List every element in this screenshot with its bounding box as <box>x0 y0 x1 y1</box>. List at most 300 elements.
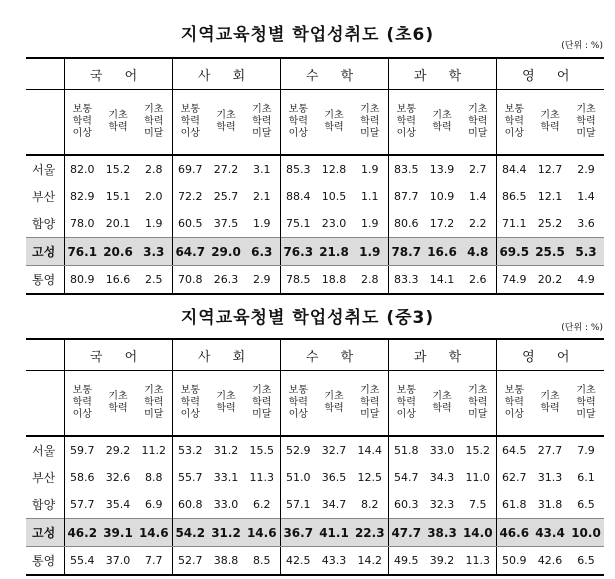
level-header-line: 미달 <box>576 409 596 420</box>
value-cell: 12.5 <box>357 471 382 484</box>
level-header-line: 기초 <box>576 385 596 396</box>
level-header-line: 미달 <box>252 409 272 420</box>
value-cell: 3.6 <box>577 217 595 230</box>
value-cell: 60.3 <box>388 491 424 519</box>
value-cell: 78.5 <box>280 266 316 295</box>
value-cell: 23.0 <box>321 217 347 230</box>
level-header-line: 기초 <box>576 104 596 115</box>
level-header <box>136 90 172 156</box>
level-header-line: 학력 <box>216 403 236 414</box>
table-row <box>26 266 604 295</box>
value-cell: 11.3 <box>460 547 496 576</box>
value-cell: 20.6 <box>100 238 136 266</box>
value-cell: 17.2 <box>429 217 455 230</box>
level-header-line: 기초 <box>144 385 164 396</box>
value-cell: 29.0 <box>208 238 244 266</box>
value-cell: 20.2 <box>532 266 568 295</box>
level-header-line: 학력 <box>468 397 488 408</box>
table-row <box>26 436 604 464</box>
level-header-line: 학력 <box>108 403 128 414</box>
level-header-line: 기초 <box>540 110 560 121</box>
level-header <box>64 90 100 156</box>
level-header-line: 이상 <box>180 128 200 139</box>
value-cell: 31.3 <box>537 471 563 484</box>
value-cell: 7.7 <box>136 547 172 576</box>
level-header-line: 기초 <box>540 391 560 402</box>
level-header <box>244 371 280 437</box>
table-row <box>26 155 604 183</box>
level-header-line: 기초 <box>432 391 452 402</box>
value-cell: 60.5 <box>172 210 208 238</box>
subject-header: 수 학 <box>280 339 388 371</box>
level-header <box>532 90 568 156</box>
table-title-elementary: 지역교육청별 학업성취도 (초6) <box>180 25 435 45</box>
level-header-line: 학력 <box>324 403 344 414</box>
value-cell: 22.3 <box>352 519 388 547</box>
value-cell: 35.4 <box>105 498 131 511</box>
value-cell: 14.6 <box>136 519 172 547</box>
level-header-line: 학력 <box>144 397 164 408</box>
value-cell: 43.4 <box>532 519 568 547</box>
value-cell: 3.1 <box>253 163 271 176</box>
level-header-line: 미달 <box>468 128 488 139</box>
level-header <box>208 371 244 437</box>
corner-cell <box>26 90 64 156</box>
value-cell: 32.7 <box>321 444 347 457</box>
achievement-table-elementary <box>26 57 604 295</box>
region-label: 고성 <box>26 238 64 266</box>
value-cell: 69.7 <box>172 155 208 183</box>
value-cell: 1.9 <box>145 217 163 230</box>
unit-label-middle: (단위 : %) <box>561 323 603 333</box>
value-cell: 5.3 <box>568 238 604 266</box>
corner-cell <box>26 58 64 90</box>
value-cell: 64.7 <box>172 238 208 266</box>
level-header-line: 학력 <box>540 122 560 133</box>
value-cell: 46.2 <box>64 519 100 547</box>
level-header-line: 기초 <box>360 385 380 396</box>
value-cell: 2.1 <box>253 190 271 203</box>
level-header-line: 보통 <box>180 104 200 115</box>
value-cell: 39.2 <box>424 547 460 576</box>
region-label: 함양 <box>32 217 56 231</box>
level-header-line: 기초 <box>216 110 236 121</box>
value-cell: 36.5 <box>321 471 347 484</box>
value-cell: 15.5 <box>249 444 274 457</box>
value-cell: 6.9 <box>145 498 163 511</box>
value-cell: 11.2 <box>141 444 166 457</box>
level-header <box>424 371 460 437</box>
value-cell: 61.8 <box>496 491 532 519</box>
value-cell: 49.5 <box>388 547 424 576</box>
level-header-line: 기초 <box>432 110 452 121</box>
level-header <box>316 90 352 156</box>
level-header-line: 보통 <box>72 104 92 115</box>
value-cell: 38.8 <box>208 547 244 576</box>
unit-label-elementary: (단위 : %) <box>561 41 603 51</box>
value-cell: 2.2 <box>469 217 487 230</box>
subject-header: 과 학 <box>388 339 496 371</box>
level-header-line: 기초 <box>108 391 128 402</box>
table-row <box>26 183 604 210</box>
table-row <box>26 464 604 491</box>
value-cell: 2.6 <box>460 266 496 295</box>
value-cell: 25.2 <box>537 217 563 230</box>
level-header-line: 학력 <box>576 397 596 408</box>
value-cell: 38.3 <box>424 519 460 547</box>
value-cell: 2.5 <box>136 266 172 295</box>
value-cell: 10.5 <box>321 190 347 203</box>
value-cell: 3.3 <box>136 238 172 266</box>
value-cell: 2.8 <box>352 266 388 295</box>
value-cell: 14.4 <box>357 444 382 457</box>
value-cell: 2.9 <box>577 163 595 176</box>
level-header-line: 이상 <box>396 409 416 420</box>
value-cell: 33.1 <box>213 471 239 484</box>
level-header-line: 학력 <box>504 397 524 408</box>
value-cell: 1.9 <box>361 217 379 230</box>
level-header-line: 학력 <box>360 116 380 127</box>
level-header-line: 학력 <box>108 122 128 133</box>
value-cell: 86.5 <box>496 183 532 210</box>
value-cell: 84.4 <box>496 155 532 183</box>
value-cell: 55.7 <box>172 464 208 491</box>
value-cell: 6.2 <box>253 498 271 511</box>
value-cell: 52.7 <box>172 547 208 576</box>
value-cell: 62.7 <box>496 464 532 491</box>
value-cell: 32.6 <box>105 471 131 484</box>
level-header-line: 이상 <box>504 409 524 420</box>
value-cell: 78.0 <box>64 210 100 238</box>
value-cell: 31.2 <box>213 444 239 457</box>
level-header-line: 보통 <box>288 385 308 396</box>
level-header-line: 학력 <box>540 403 560 414</box>
value-cell: 4.9 <box>568 266 604 295</box>
level-header-line: 학력 <box>324 122 344 133</box>
level-header-line: 학력 <box>216 122 236 133</box>
level-header-line: 이상 <box>180 409 200 420</box>
level-header-line: 학력 <box>432 403 452 414</box>
value-cell: 83.5 <box>388 155 424 183</box>
value-cell: 34.3 <box>429 471 455 484</box>
level-header <box>208 90 244 156</box>
value-cell: 87.7 <box>388 183 424 210</box>
level-header <box>244 90 280 156</box>
level-header-line: 학력 <box>180 116 200 127</box>
level-header-line: 이상 <box>288 409 308 420</box>
level-header-line: 기초 <box>468 104 488 115</box>
value-cell: 42.5 <box>280 547 316 576</box>
value-cell: 72.2 <box>172 183 208 210</box>
value-cell: 21.8 <box>316 238 352 266</box>
value-cell: 80.6 <box>388 210 424 238</box>
region-label: 함양 <box>32 498 56 512</box>
table-row <box>26 238 604 266</box>
level-header-line: 보통 <box>504 104 524 115</box>
level-header-line: 기초 <box>468 385 488 396</box>
level-header <box>280 90 316 156</box>
value-cell: 1.1 <box>361 190 379 203</box>
value-cell: 74.9 <box>496 266 532 295</box>
value-cell: 46.6 <box>496 519 532 547</box>
level-header-line: 이상 <box>288 128 308 139</box>
value-cell: 1.9 <box>361 163 379 176</box>
value-cell: 11.3 <box>249 471 274 484</box>
region-label: 고성 <box>26 519 64 547</box>
region-label: 통영 <box>26 266 64 295</box>
subject-header: 사 회 <box>172 58 280 90</box>
region-label: 부산 <box>32 471 56 485</box>
value-cell: 54.2 <box>172 519 208 547</box>
value-cell: 76.3 <box>280 238 316 266</box>
level-header-line: 보통 <box>396 104 416 115</box>
level-header-line: 미달 <box>252 128 272 139</box>
value-cell: 16.6 <box>100 266 136 295</box>
value-cell: 25.5 <box>532 238 568 266</box>
value-cell: 8.5 <box>244 547 280 576</box>
level-header <box>460 90 496 156</box>
level-header <box>532 371 568 437</box>
level-header-line: 학력 <box>72 116 92 127</box>
subject-header: 국 어 <box>64 339 172 371</box>
level-header <box>352 90 388 156</box>
value-cell: 16.6 <box>424 238 460 266</box>
region-label: 서울 <box>32 444 56 458</box>
region-label: 부산 <box>32 190 56 204</box>
level-header-line: 기초 <box>144 104 164 115</box>
value-cell: 2.8 <box>145 163 163 176</box>
level-header <box>172 371 208 437</box>
level-header <box>352 371 388 437</box>
value-cell: 25.7 <box>213 190 239 203</box>
subject-header: 영 어 <box>496 339 604 371</box>
value-cell: 82.0 <box>64 155 100 183</box>
value-cell: 58.6 <box>64 464 100 491</box>
level-header-line: 보통 <box>180 385 200 396</box>
subject-header: 영 어 <box>496 58 604 90</box>
value-cell: 47.7 <box>388 519 424 547</box>
value-cell: 10.9 <box>429 190 455 203</box>
value-cell: 33.0 <box>213 498 239 511</box>
value-cell: 26.3 <box>208 266 244 295</box>
level-header-line: 이상 <box>396 128 416 139</box>
value-cell: 54.7 <box>388 464 424 491</box>
value-cell: 31.8 <box>537 498 563 511</box>
value-cell: 20.1 <box>105 217 131 230</box>
value-cell: 7.9 <box>577 444 595 457</box>
level-header-line: 학력 <box>468 116 488 127</box>
value-cell: 33.0 <box>429 444 455 457</box>
corner-cell <box>26 371 64 437</box>
value-cell: 2.9 <box>244 266 280 295</box>
subject-header: 사 회 <box>172 339 280 371</box>
value-cell: 32.3 <box>429 498 455 511</box>
value-cell: 6.3 <box>244 238 280 266</box>
value-cell: 31.2 <box>208 519 244 547</box>
value-cell: 76.1 <box>64 238 100 266</box>
level-header <box>100 371 136 437</box>
value-cell: 14.2 <box>352 547 388 576</box>
level-header-line: 기초 <box>252 104 272 115</box>
subject-header: 수 학 <box>280 58 388 90</box>
level-header-line: 학력 <box>504 116 524 127</box>
subject-header: 국 어 <box>64 58 172 90</box>
value-cell: 11.0 <box>465 471 490 484</box>
value-cell: 57.1 <box>280 491 316 519</box>
level-header <box>280 371 316 437</box>
value-cell: 18.8 <box>316 266 352 295</box>
value-cell: 12.1 <box>537 190 563 203</box>
level-header-line: 학력 <box>288 397 308 408</box>
value-cell: 14.0 <box>460 519 496 547</box>
value-cell: 8.8 <box>145 471 163 484</box>
level-header <box>388 371 424 437</box>
value-cell: 69.5 <box>496 238 532 266</box>
value-cell: 1.4 <box>469 190 487 203</box>
level-header-line: 학력 <box>180 397 200 408</box>
value-cell: 71.1 <box>496 210 532 238</box>
value-cell: 59.7 <box>64 436 100 464</box>
value-cell: 2.7 <box>469 163 487 176</box>
value-cell: 37.0 <box>100 547 136 576</box>
value-cell: 37.5 <box>213 217 239 230</box>
value-cell: 43.3 <box>316 547 352 576</box>
level-header-line: 학력 <box>288 116 308 127</box>
level-header-line: 기초 <box>324 391 344 402</box>
level-header <box>568 371 604 437</box>
value-cell: 60.8 <box>172 491 208 519</box>
value-cell: 2.0 <box>145 190 163 203</box>
level-header <box>496 371 532 437</box>
value-cell: 53.2 <box>172 436 208 464</box>
level-header-line: 미달 <box>360 409 380 420</box>
value-cell: 75.1 <box>280 210 316 238</box>
value-cell: 39.1 <box>100 519 136 547</box>
level-header <box>424 90 460 156</box>
value-cell: 85.3 <box>280 155 316 183</box>
level-header-line: 미달 <box>468 409 488 420</box>
value-cell: 52.9 <box>280 436 316 464</box>
level-header-line: 기초 <box>324 110 344 121</box>
level-header-line: 학력 <box>432 122 452 133</box>
table-row <box>26 519 604 547</box>
level-header <box>568 90 604 156</box>
level-header-line: 학력 <box>252 397 272 408</box>
value-cell: 80.9 <box>64 266 100 295</box>
value-cell: 55.4 <box>64 547 100 576</box>
value-cell: 6.5 <box>568 547 604 576</box>
value-cell: 1.4 <box>577 190 595 203</box>
value-cell: 70.8 <box>172 266 208 295</box>
value-cell: 83.3 <box>388 266 424 295</box>
value-cell: 7.5 <box>469 498 487 511</box>
value-cell: 51.8 <box>388 436 424 464</box>
table-row <box>26 547 604 576</box>
level-header-line: 보통 <box>288 104 308 115</box>
table-row <box>26 491 604 519</box>
level-header-line: 학력 <box>576 116 596 127</box>
value-cell: 13.9 <box>429 163 455 176</box>
table-title-middle: 지역교육청별 학업성취도 (중3) <box>180 308 435 328</box>
value-cell: 10.0 <box>568 519 604 547</box>
level-header-line: 보통 <box>72 385 92 396</box>
value-cell: 64.5 <box>496 436 532 464</box>
level-header-line: 기초 <box>360 104 380 115</box>
level-header-line: 학력 <box>360 397 380 408</box>
value-cell: 14.6 <box>244 519 280 547</box>
level-header-line: 학력 <box>252 116 272 127</box>
achievement-table-middle <box>26 338 604 576</box>
level-header-line: 보통 <box>396 385 416 396</box>
value-cell: 27.7 <box>537 444 563 457</box>
value-cell: 36.7 <box>280 519 316 547</box>
level-header <box>460 371 496 437</box>
value-cell: 15.1 <box>105 190 131 203</box>
value-cell: 15.2 <box>105 163 131 176</box>
value-cell: 1.9 <box>352 238 388 266</box>
value-cell: 29.2 <box>105 444 131 457</box>
level-header-line: 학력 <box>396 397 416 408</box>
region-label: 통영 <box>26 547 64 576</box>
value-cell: 82.9 <box>64 183 100 210</box>
value-cell: 27.2 <box>213 163 239 176</box>
value-cell: 4.8 <box>460 238 496 266</box>
corner-cell <box>26 339 64 371</box>
level-header-line: 기초 <box>108 110 128 121</box>
value-cell: 50.9 <box>496 547 532 576</box>
value-cell: 1.9 <box>253 217 271 230</box>
level-header <box>496 90 532 156</box>
level-header-line: 기초 <box>252 385 272 396</box>
value-cell: 57.7 <box>64 491 100 519</box>
level-header-line: 이상 <box>72 128 92 139</box>
level-header-line: 보통 <box>504 385 524 396</box>
value-cell: 14.1 <box>424 266 460 295</box>
value-cell: 88.4 <box>280 183 316 210</box>
value-cell: 6.1 <box>577 471 595 484</box>
level-header-line: 이상 <box>72 409 92 420</box>
value-cell: 12.8 <box>321 163 347 176</box>
table-row <box>26 210 604 238</box>
level-header <box>64 371 100 437</box>
value-cell: 41.1 <box>316 519 352 547</box>
level-header-line: 학력 <box>72 397 92 408</box>
value-cell: 51.0 <box>280 464 316 491</box>
level-header-line: 미달 <box>576 128 596 139</box>
value-cell: 6.5 <box>577 498 595 511</box>
value-cell: 78.7 <box>388 238 424 266</box>
level-header-line: 미달 <box>360 128 380 139</box>
level-header <box>388 90 424 156</box>
subject-header: 과 학 <box>388 58 496 90</box>
level-header <box>136 371 172 437</box>
level-header-line: 학력 <box>144 116 164 127</box>
value-cell: 12.7 <box>537 163 563 176</box>
level-header-line: 기초 <box>216 391 236 402</box>
level-header-line: 미달 <box>144 409 164 420</box>
level-header-line: 미달 <box>144 128 164 139</box>
level-header <box>100 90 136 156</box>
level-header-line: 학력 <box>396 116 416 127</box>
region-label: 서울 <box>32 163 56 177</box>
value-cell: 8.2 <box>361 498 379 511</box>
value-cell: 34.7 <box>321 498 347 511</box>
value-cell: 42.6 <box>532 547 568 576</box>
level-header <box>316 371 352 437</box>
level-header-line: 이상 <box>504 128 524 139</box>
value-cell: 15.2 <box>465 444 490 457</box>
level-header <box>172 90 208 156</box>
